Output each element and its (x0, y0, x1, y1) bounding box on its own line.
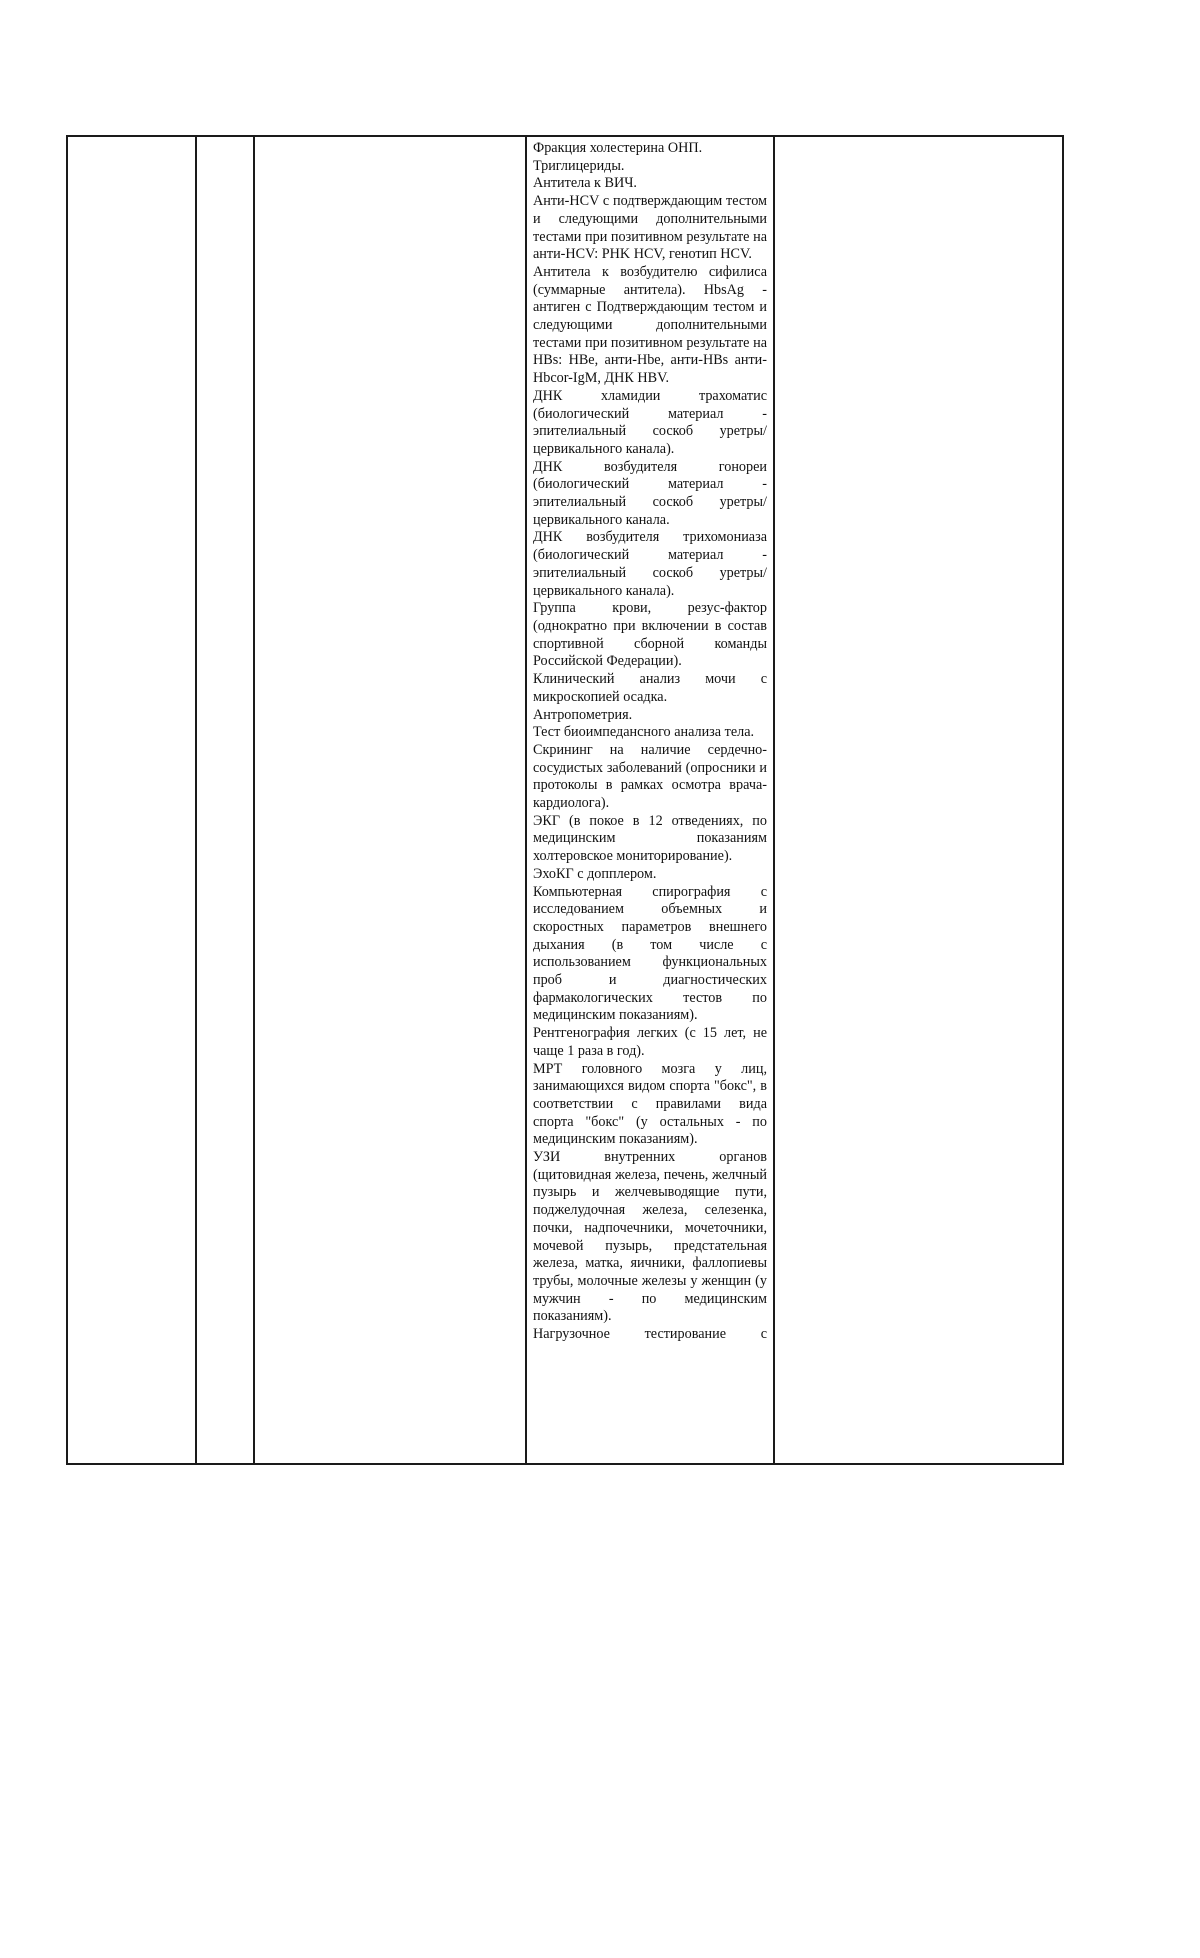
test-item: Анти-HCV с подтверждающим тестом и следующими дополнительными тестами при позитивном результате на анти-HCV: PHK HCV, генотип HCV. (533, 193, 767, 263)
test-item: Компьютерная спирография с исследованием объемных и скоростных параметров внешнего дыхания (в том числе с использованием функциональных проб и диагностических фармакологических тестов по медицинским показаниям). (533, 883, 767, 1024)
test-item: ЭКГ (в покое в 12 отведениях, по медицинским показаниям холтеровское мониторирование). (533, 812, 767, 865)
table-row (67, 136, 1063, 1464)
test-item: Клинический анализ мочи с микроскопией осадка. (533, 671, 767, 705)
table-cell-empty (67, 136, 196, 1464)
test-item: Группа крови, резус-фактор (однократно при включении в состав спортивной сборной команды Российской Федерации). (533, 600, 767, 670)
test-item: Тест биоимпедансного анализа тела. (533, 724, 755, 741)
test-item: Нагрузочное тестирование с (533, 1326, 767, 1343)
test-item: Триглицериды. (533, 157, 625, 174)
table-cell-empty (196, 136, 254, 1464)
test-item: ДНК возбудителя гонореи (биологический материал - эпителиальный соскоб уретры/ цервикального канала. (533, 458, 767, 528)
document-table (66, 135, 1064, 1465)
tests-cell (526, 136, 774, 1464)
test-item: УЗИ внутренних органов (щитовидная железа, печень, желчный пузырь и желчевыводящие пути, поджелудочная железа, селезенка, почки, надпочечники, мочеточники, мочевой пузырь, предстательная железа, матка, яичники, фаллопиевы трубы, молочные железы у женщин (у мужчин - по медицинским показаниям). (533, 1149, 767, 1325)
test-item: Антропометрия. (533, 706, 633, 723)
table-cell-empty (774, 136, 1063, 1464)
table-cell-empty (254, 136, 526, 1464)
test-item: МРТ головного мозга у лиц, занимающихся видом спорта "бокс", в соответствии с правилами вида спорта "бокс" (у остальных - по медицинским показаниям). (533, 1060, 767, 1148)
test-item: ДНК хламидии трахоматис (биологический материал - эпителиальный соскоб уретры/ цервикального канала). (533, 387, 767, 457)
test-list (527, 137, 773, 1344)
test-item: ДНК возбудителя трихомониаза (биологический материал - эпителиальный соскоб уретры/ цервикального канала). (533, 529, 767, 599)
test-item: Фракция холестерина ОНП. (533, 140, 703, 156)
test-item: Скрининг на наличие сердечно-сосудистых заболеваний (опросники и протоколы в рамках осмотра врача-кардиолога). (533, 741, 767, 812)
test-item: ЭхоКГ с допплером. (533, 865, 657, 882)
test-item: Антитела к ВИЧ. (533, 175, 637, 192)
test-item: Антитела к возбудителю сифилиса (суммарные антитела). HbsAg - антиген с Подтверждающим тестом и следующими дополнительными тестами при позитивном результате на HBs: HBe, анти-Hbe, анти-HBs анти-Hbcor-IgM, ДНК HBV. (533, 263, 767, 387)
test-item: Рентгенография легких (с 15 лет, не чаще 1 раза в год). (533, 1025, 767, 1059)
